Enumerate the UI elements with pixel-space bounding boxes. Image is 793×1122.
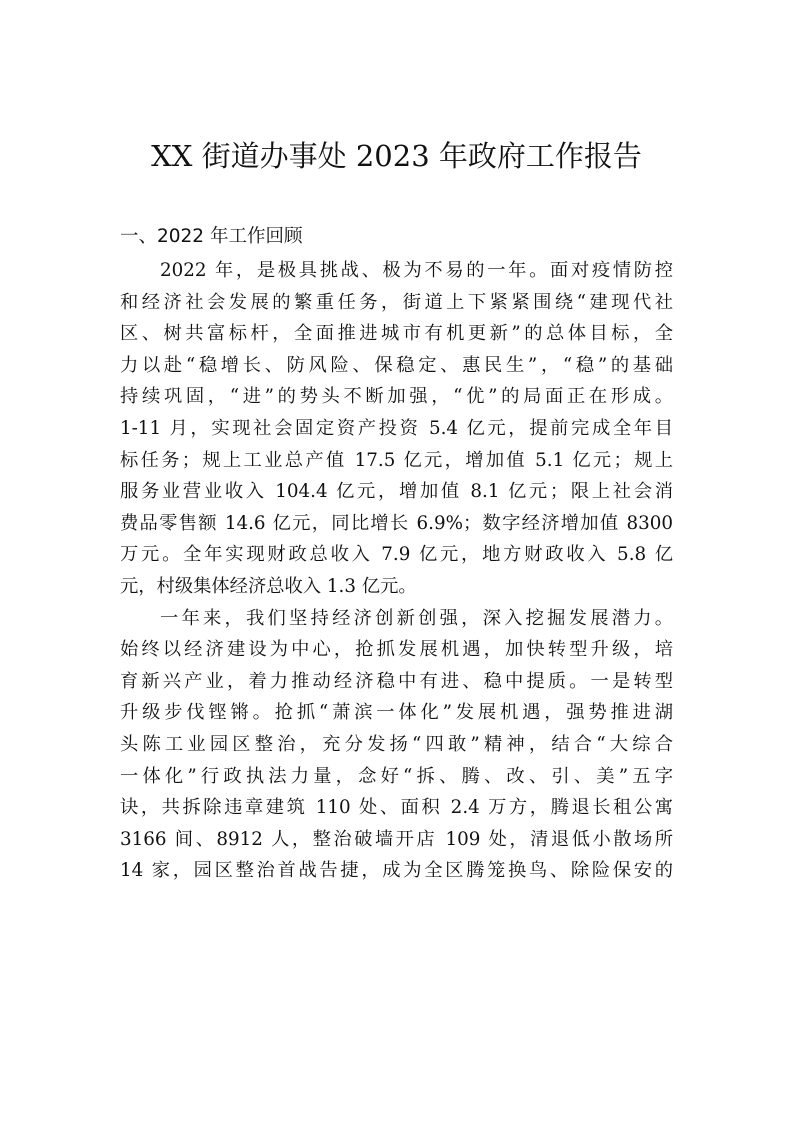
- paragraph-2-line-8: 3166 间、8912 人，整治破墙开店 109 处，清退低小散场所: [120, 828, 673, 850]
- paragraph-1-line-4: 力以赴“稳增长、防风险、保稳定、惠民生”，“稳”的基础: [120, 354, 673, 376]
- paragraph-2-line-1: 一年来，我们坚持经济创新创强，深入挖掘发展潜力。: [160, 607, 673, 629]
- paragraph-2-line-3: 育新兴产业，着力推动经济稳中有进、稳中提质。一是转型: [120, 670, 673, 692]
- section-heading: 一、2022 年工作回顾: [120, 226, 303, 247]
- paragraph-1-line-11: 元，村级集体经济总收入 1.3 亿元。: [120, 575, 417, 597]
- paragraph-1-line-9: 费品零售额 14.6 亿元，同比增长 6.9%；数字经济增加值 8300: [120, 512, 673, 534]
- paragraph-2-line-5: 头陈工业园区整治，充分发扬“四敢”精神，结合“大综合: [120, 733, 673, 755]
- paragraph-1-line-1: 2022 年，是极具挑战、极为不易的一年。面对疫情防控: [160, 260, 673, 281]
- document-body: [120, 255, 673, 887]
- paragraph-1-line-5: 持续巩固，“进”的势头不断加强，“优”的局面正在形成。: [120, 386, 673, 408]
- paragraph-1-line-7: 标任务；规上工业总产值 17.5 亿元，增加值 5.1 亿元；规上: [120, 449, 673, 471]
- paragraph-1-line-2: 和经济社会发展的繁重任务，街道上下紧紧围绕“建现代社: [120, 291, 673, 313]
- paragraph-1-line-10: 万元。全年实现财政总收入 7.9 亿元，地方财政收入 5.8 亿: [120, 544, 673, 566]
- paragraph-2-line-2: 始终以经济建设为中心，抢抓发展机遇，加快转型升级，培: [120, 639, 673, 661]
- document-title: XX 街道办事处 2023 年政府工作报告: [151, 139, 642, 173]
- paragraph-2-line-9: 14 家，园区整治首战告捷，成为全区腾笼换鸟、除险保安的: [120, 860, 673, 882]
- paragraph-1-line-8: 服务业营业收入 104.4 亿元，增加值 8.1 亿元；限上社会消: [120, 481, 673, 503]
- paragraph-2-line-6: 一体化”行政执法力量，念好“拆、腾、改、引、美”五字: [120, 765, 673, 787]
- paragraph-2-line-7: 诀，共拆除违章建筑 110 处、面积 2.4 万方，腾退长租公寓: [120, 797, 673, 819]
- paragraph-1-line-3: 区、树共富标杆，全面推进城市有机更新”的总体目标，全: [120, 323, 673, 345]
- paragraph-2-line-4: 升级步伐铿锵。抢抓“萧滨一体化”发展机遇，强势推进湖: [120, 702, 673, 724]
- paragraph-1-line-6: 1-11 月，实现社会固定资产投资 5.4 亿元，提前完成全年目: [120, 417, 673, 439]
